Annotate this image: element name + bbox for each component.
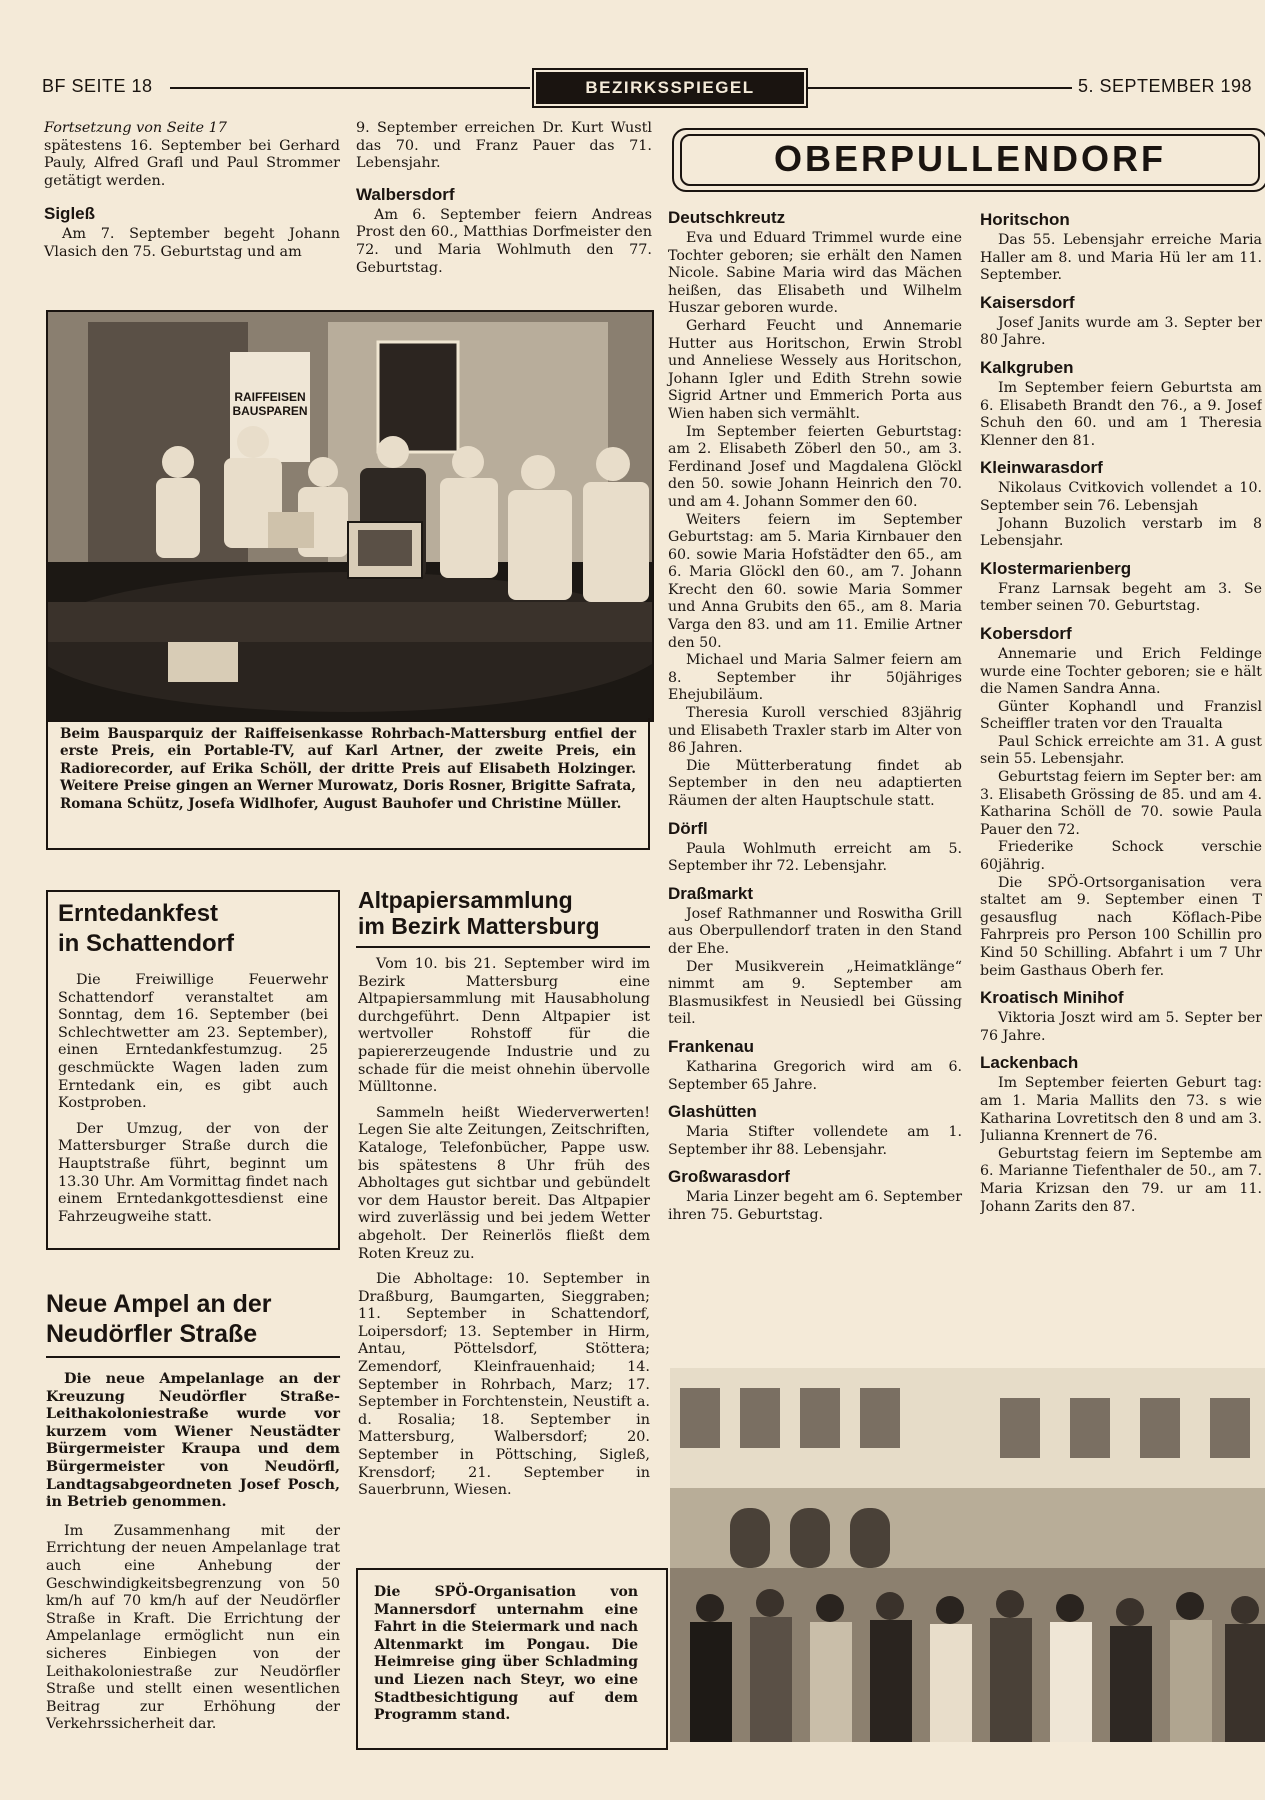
paragraph: Weiters feiern im September Geburtstag: am 5. Maria Kirnbauer den 60. sowie Maria Hofstädter den 65., am 6. Maria Glöckl den 60., am 7. Johann Krecht den 60. sowie Maria Sommer und Anna Grubits den 65., am 8. Maria Varga den 83. und am 11. Emilie Artner den 50. (668, 511, 962, 651)
paragraph: Katharina Gregorich wird am 6. September 65 Jahre. (668, 1058, 962, 1093)
paragraph: Josef Rathmanner und Roswitha Grill aus Oberpullendorf traten in den Stand der Ehe. (668, 905, 962, 957)
altpapier-p2: Sammeln heißt Wiederverwerten! Legen Sie alte Zeitungen, Zeitschriften, Kataloge, Telefonbücher, Pappe usw. bis spätestens 8 Uhr früh des Abholtages gut sichtbar und gebündelt vor dem Haustor bereit. Das Altpapier wird zuverlässig und bei jedem Wetter abgeholt. Der Reinerlös fließt dem Roten Kreuz zu. (358, 1104, 650, 1262)
altpapier-heading-rule (356, 946, 650, 948)
erntedank-heading-1: Erntedankfest (58, 900, 219, 927)
mid-top-column (356, 120, 652, 277)
header-rule-right (808, 87, 1072, 89)
left-top-column (44, 120, 340, 262)
paragraph: Das 55. Lebensjahr erreiche Maria Haller am 8. und Maria Hü ler am 11. September. (980, 232, 1262, 284)
section-badge: BEZIRKSSPIEGEL (536, 72, 804, 104)
erntedank-text (58, 972, 328, 1226)
paragraph: Eva und Eduard Trimmel wurde eine Tochter geboren; sie erhält den Namen Nicole. Sabine Maria wird das Mächen heißen, das Elisabeth und Wilhelm Huszar geboren wurde. (668, 230, 962, 317)
place-heading: Draßmarkt (668, 883, 754, 903)
paragraph: Paul Schick erreichte am 31. A gust sein 55. Lebensjahr. (980, 733, 1262, 768)
altpapier-p3: Die Abholtage: 10. September in Draßburg, Baumgarten, Sieggraben; 11. September in Schattendorf, Loipersdorf; 13. September in Hirm, Antau, Pöttelsdorf, Stöttera; Zemendorf, Kleinfrauenhaid; 14. September in Rohrbach, Marz; 17. September in Forchtenstein, Neustift a. d. Rosalia; 18. September in Mattersburg, Walbersdorf; 20. September in Pöttsching, Sigleß, Krensdorf; 21. September in Sauerbrunn, Wiesen. (358, 1271, 650, 1499)
paragraph: Gerhard Feucht und Annemarie Hutter aus Horitschon, Erwin Strobl und Anneliese Wessely aus Horitschon, Johann Igler und Edith Strehn sowie Sigrid Artner und Emmerich Porta aus Wien haben sich vermählt. (668, 317, 962, 422)
paragraph: Geburtstag feiern im Septer ber: am 3. Elisabeth Grössing de 85. und am 4. Katharina Schöll de 70. sowie Paula Pauer den 72. (980, 769, 1262, 838)
paragraph: Im September feiern Geburtsta am 6. Elisabeth Brandt den 76., a 9. Josef Schuh den 60. und am 1 Theresia Klenner den 81. (980, 379, 1262, 449)
place-heading: Kalkgruben (980, 357, 1074, 377)
oberpullendorf-col1 (668, 208, 962, 1225)
walbersdorf-text: Am 6. September feiern Andreas Prost den 60., Matthias Dorfmeister den 72. und Maria Wohlmuth den 77. Geburtstag. (356, 206, 652, 276)
place-heading: Kobersdorf (980, 623, 1072, 643)
sigless-heading: Sigleß (44, 204, 96, 224)
paragraph: Die Mütterberatung findet ab September in den neu adaptierten Räumen der alten Hauptschule statt. (668, 757, 962, 809)
place-heading: Horitschon (980, 210, 1070, 229)
paragraph: Maria Linzer begeht am 6. September ihren 75. Geburtstag. (668, 1189, 962, 1223)
paragraph: Nikolaus Cvitkovich vollendet a 10. September sein 76. Lebensjah (980, 480, 1262, 514)
place-heading: Deutschkreutz (668, 208, 786, 227)
raiffeisen-sign: RAIFFEISEN BAUSPAREN (232, 390, 308, 418)
erntedank-p2: Der Umzug, der von der Mattersburger Straße durch die Hauptstraße führt, beginnt um 13.30 Uhr. Am Vormittag findet nach einem Erntedankgottesdienst eine Fahrzeugweihe statt. (58, 1120, 328, 1225)
paragraph: Josef Janits wurde am 3. Septer ber 80 Jahre. (980, 314, 1262, 349)
place-heading: Kleinwarasdorf (980, 458, 1103, 478)
place-heading: Großwarasdorf (668, 1167, 790, 1187)
paragraph: Annemarie und Erich Feldinge wurde eine Tochter geboren; sie e hält die Namen Sandra Anna. (980, 645, 1262, 698)
paragraph: Der Musikverein „Heimatklänge“ nimmt am 9. September am Blasmusikfest in Neusiedl bei Güssing teil. (668, 958, 962, 1028)
continuation-note: Fortsetzung von Seite 17 (44, 120, 227, 136)
paragraph: Im September feierten Geburt tag: am 1. Maria Mallits den 73. s wie Katharina Lovretitsch den 8 und am 3. Julianna Krennert de 76. (980, 1075, 1262, 1145)
sigless-text: Am 7. September begeht Johann Vlasich den 75. Geburtstag und am (44, 226, 340, 260)
erntedank-p1: Die Freiwillige Feuerwehr Schattendorf veranstaltet am Sonntag, dem 16. September (bei Schlechtwetter am 23. September), einen Erntedankfestumzug. 25 geschmückte Wagen laden zum Erntedank ein, es gibt auch Kostproben. (58, 972, 328, 1112)
altpapier-heading-2: im Bezirk Mattersburg (358, 913, 600, 939)
page-date: 5. SEPTEMBER 198 (1078, 76, 1253, 96)
ampel-text (46, 1370, 340, 1734)
ampel-lead: Die neue Ampelanlage an der Kreuzung Neudörfler Straße-Leithakoloniestraße wurde vor kurzem vom Wiener Neustädter Bürgermeister Kraupa und dem Bürgermeister von Neudörfl, Landtagsabgeordneten Josef Posch, in Betrieb genommen. (46, 1370, 340, 1511)
place-heading: Lackenbach (980, 1053, 1079, 1073)
place-heading: Klostermarienberg (980, 558, 1132, 578)
group-photo-image (670, 1368, 1265, 1742)
paragraph: Franz Larnsak begeht am 3. Se tember seinen 70. Geburtstag. (980, 580, 1262, 615)
altpapier-text (358, 956, 650, 1500)
place-heading: Glashütten (668, 1102, 757, 1122)
raiffeisen-photo (46, 310, 654, 722)
altpapier-p1: Vom 10. bis 21. September wird im Bezirk Mattersburg eine Altpapiersammlung mit Hausabholung durchgeführt. Denn Altpapier ist wertvoller Rohstoff für die papiererzeugende Industrie und zu schade für die meist ohnehin übervolle Mülltonne. (358, 956, 650, 1096)
paragraph: Friederike Schock verschie 60jährig. (980, 839, 1262, 874)
oberpullendorf-title: OBERPULLENDORF (680, 134, 1260, 186)
paragraph: Die SPÖ-Ortsorganisation vera staltet am 9. September einen T gesausflug nach Köflach-Pibe Fahrpreis pro Person 100 Schillin pro Kind 50 Schilling. Abfahrt i um 7 Uhr beim Gasthaus Oberh fer. (980, 874, 1262, 979)
paragraph: Maria Stifter vollendete am 1. September ihr 88. Lebensjahr. (668, 1124, 962, 1158)
paragraph: Viktoria Joszt wird am 5. Septer ber 76 Jahre. (980, 1010, 1262, 1044)
header-rule-left (170, 87, 530, 89)
spoe-box-text: Die SPÖ-Organisation von Mannersdorf unternahm eine Fahrt in die Steiermark und nach Altenmarkt im Pongau. Die Heimreise ging über Schladming und Liezen nach Steyr, wo eine Stadtbesichtigung auf dem Programm stand. (374, 1584, 638, 1724)
place-heading: Dörfl (668, 818, 708, 838)
ampel-heading-1: Neue Ampel an der (46, 1290, 272, 1318)
erntedank-heading-2: in Schattendorf (58, 930, 235, 957)
place-heading: Frankenau (668, 1036, 754, 1056)
raiffeisen-caption: Beim Bausparquiz der Raiffeisenkasse Rohrbach-Mattersburg entfiel der erste Preis, ein Portable-TV, auf Karl Artner, der zweite Preis, ein Radiorecorder, auf Erika Schöll, der dritte Preis auf Elisabeth Holzinger. Weitere Preise gingen an Werner Murowatz, Doris Rosner, Brigitte Safrata, Romana Schütz, Josefa Widlhofer, August Bauhofer und Christine Müller. (60, 726, 636, 812)
paragraph: Im September feierten Geburtstag: am 2. Elisabeth Zöberl den 50., am 3. Ferdinand Josef und Magdalena Glöckl den 50. sowie Johann Heinrich den 70. und am 4. Johann Sommer den 60. (668, 423, 962, 510)
paragraph: Michael und Maria Salmer feiern am 8. September ihr 50jähriges Ehejubiläum. (668, 652, 962, 704)
paragraph: Günter Kophandl und Franzisl Scheiffler traten vor den Traualta (980, 698, 1262, 733)
ampel-heading-2: Neudörfler Straße (46, 1320, 258, 1348)
ampel-heading-rule (46, 1356, 340, 1358)
oberpullendorf-title-box (672, 128, 1265, 192)
walbersdorf-heading: Walbersdorf (356, 184, 455, 204)
oberpullendorf-col2 (980, 210, 1262, 1216)
page-label: BF SEITE 18 (42, 76, 153, 96)
altpapier-heading-1: Altpapiersammlung (358, 887, 573, 913)
paragraph: Geburtstag feiern im Septembe am 6. Marianne Tiefenthaler de 50., am 7. Maria Krizsan den 79. ur am 11. Johann Zarits den 87. (980, 1145, 1262, 1215)
raiffeisen-photo-image (48, 312, 652, 720)
group-photo (670, 1368, 1265, 1742)
mid-top-text: 9. September erreichen Dr. Kurt Wustl das 70. und Franz Pauer das 71. Lebensjahr. (356, 120, 652, 172)
left-top-intro: spätestens 16. September bei Gerhard Pauly, Alfred Grafl und Paul Strommer getätigt werden. (44, 137, 340, 189)
paragraph: Johann Buzolich verstarb im 8 Lebensjahr. (980, 515, 1262, 550)
paragraph: Paula Wohlmuth erreicht am 5. September ihr 72. Lebensjahr. (668, 840, 962, 875)
paragraph: Theresia Kuroll verschied 83jährig und Elisabeth Traxler starb im Alter von 86 Jahren. (668, 705, 962, 757)
ampel-p1: Im Zusammenhang mit der Errichtung der neuen Ampelanlage trat auch eine Anhebung der Geschwindigkeitsbegrenzung von 50 km/h auf 70 km/h auf der Neudörfler Straße in Kraft. Die Errichtung der Ampelanlage ermöglicht nun ein sicheres Einbiegen von der Leithakoloniestraße zur Neudörfler Straße und stellt einen wesentlichen Beitrag zur Erhöhung der Verkehrssicherheit dar. (46, 1522, 340, 1733)
place-heading: Kroatisch Minihof (980, 988, 1124, 1008)
place-heading: Kaisersdorf (980, 292, 1075, 312)
